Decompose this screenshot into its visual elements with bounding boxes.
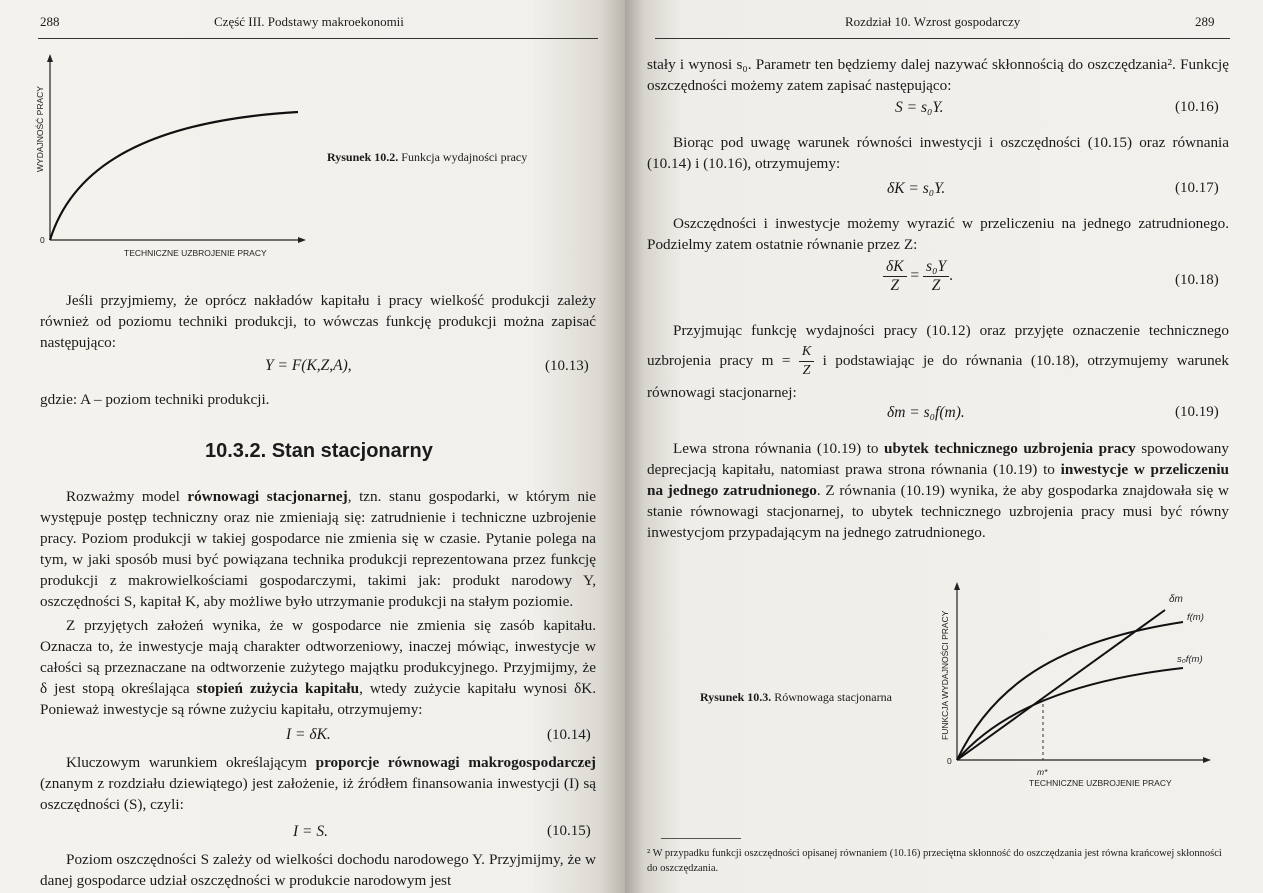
equation-10-16: S = s₀Y.: [895, 99, 944, 116]
left-page: [0, 0, 625, 893]
f-m-label: f(m): [1187, 612, 1204, 623]
m-star-label: m*: [1037, 767, 1048, 777]
paragraph: stały i wynosi s₀. Parametr ten będziemy dalej nazywać skłonnością do oszczędzania². Funkcję oszczędności możemy zatem zapisać następująco:: [647, 56, 1229, 94]
running-header-left: Część III. Podstawy makroekonomii: [214, 14, 404, 29]
caption-text: Równowaga stacjonarna: [774, 690, 892, 704]
paragraph: Rozważmy model równowagi stacjonarnej, tzn. stanu gospodarki, w którym nie występuje postęp techniczny oraz nie zmieniają się: zatrudnienie i techniczne uzbrojenie pracy. Poziom produkcji w takiej gospodarce nie zmienia się w czasie. Pytanie polega na tym, w jaki sposób musi być powiązana technika produkcji reprezentowana przez funkcję produkcji z makrowielkościami gospodarczymi, takimi jak: produkt narodowy Y, oszczędności S, kapitał K, aby możliwe było utrzymanie produkcji na stałym poziomie.: [40, 488, 596, 610]
figure-labor-productivity: [28, 52, 328, 267]
equation-10-18: $\frac{\delta K}{Z}$ = $\frac{\text{s₀Y}}{Z}$ .: [883, 258, 953, 295]
header-rule-left: [38, 38, 598, 39]
x-axis: [50, 237, 306, 243]
y-axis: [954, 582, 960, 760]
delta-m-label: δm: [1169, 594, 1183, 605]
paragraph: Jeśli przyjmiemy, że oprócz nakładów kapitału i pracy wielkość produkcji zależy również od poziomu techniki produkcji, to wówczas funkcję produkcji można zapisać następująco:: [40, 292, 596, 351]
caption-number: Rysunek 10.3.: [700, 690, 772, 704]
paragraph: Kluczowym warunkiem określającym proporcje równowagi makrogospodarczej (znanym z rozdziału dziewiątego) jest założenie, iż źródłem finansowania inwestycji (I) są oszczędności (S), czyli:: [40, 754, 596, 813]
equation-number: (10.18): [1175, 272, 1219, 288]
origin-label: 0: [947, 756, 952, 766]
footnote-rule: [661, 838, 741, 839]
equation-number: (10.19): [1175, 404, 1219, 420]
y-axis-label: WYDAJNOŚĆ PRACY: [35, 86, 45, 172]
delta-m-line: [957, 610, 1165, 760]
page-number-right: 289: [1195, 14, 1215, 29]
header-rule-right: [655, 38, 1230, 39]
s0-f-m-curve: [957, 668, 1183, 760]
figure-stationary-equilibrium: [925, 580, 1225, 795]
paragraph: Poziom oszczędności S zależy od wielkości dochodu narodowego Y. Przyjmijmy, że w danej gospodarce udział oszczędności w produkcie narodowym jest: [40, 851, 596, 889]
paragraph: Przyjmując funkcję wydajności pracy (10.12) oraz przyjęte oznaczenie technicznego uzbrojenia pracy m = $\frac{K}{Z}$ i podstawiając je do równania (10.18), otrzymujemy warunek równowagi stacjonarnej:: [647, 322, 1230, 401]
y-axis-label: FUNKCJA WYDAJNOŚCI PRACY: [940, 610, 950, 740]
equation-10-15: I = S.: [293, 823, 328, 840]
figure-caption-10-2: [327, 150, 527, 165]
paragraph: Z przyjętych założeń wynika, że w gospodarce nie zmienia się zasób kapitału. Oznacza to, że inwestycje mają charakter odtworzeniowy, inaczej mówiąc, inwestycje w całości są przeznaczane na odtworzenie zużytego majątku produkcyjnego. Przyjmijmy, że δ jest stopą określająca stopień zużycia kapitału, wtedy zużycie kapitału wynosi δK. Ponieważ inwestycje są równe zużyciu kapitału, otrzymujemy:: [40, 617, 596, 718]
equation-number: (10.15): [547, 823, 591, 839]
equation-number: (10.14): [547, 727, 591, 743]
paragraph: Lewa strona równania (10.19) to ubytek technicznego uzbrojenia pracy spowodowany deprecjacją kapitału, natomiast prawa strona równania (10.19) to inwestycje w przeliczeniu na jednego zatrudnionego. Z równania (10.19) wynika, że aby gospodarka znajdowała się w stanie równowagi stacjonarnej, to ubytek technicznego uzbrojenia pracy musi być równy inwestycjom przypadającym na jednego zatrudnionego.: [647, 440, 1230, 541]
equation-10-13: Y = F(K,Z,A),: [265, 357, 352, 374]
paragraph: Biorąc pod uwagę warunek równości inwestycji i oszczędności (10.15) oraz równania (10.14) i (10.16), otrzymujemy:: [647, 134, 1229, 172]
origin-label: 0: [40, 235, 45, 245]
equation-10-17: δK = s₀Y.: [887, 180, 946, 197]
y-axis: [47, 54, 53, 240]
x-axis-label: TECHNICZNE UZBROJENIE PRACY: [124, 248, 267, 258]
paragraph: gdzie: A – poziom techniki produkcji.: [40, 391, 270, 408]
page-number-left: 288: [40, 14, 60, 29]
caption-number: Rysunek 10.2.: [327, 150, 399, 164]
equation-10-19: δm = s₀f(m).: [887, 404, 965, 421]
equation-10-14: I = δK.: [286, 726, 331, 743]
figure-caption-10-3: [700, 690, 892, 705]
right-page: [625, 0, 1263, 893]
caption-text: Funkcja wydajności pracy: [401, 150, 528, 164]
x-axis-label: TECHNICZNE UZBROJENIE PRACY: [1029, 778, 1172, 788]
footnote: ² W przypadku funkcji oszczędności opisanej równaniem (10.16) przeciętna skłonność do oszczędzania jest równa krańcowej skłonności do oszczędzania.: [647, 848, 1222, 874]
s0-f-m-label: s₀f(m): [1177, 654, 1203, 665]
productivity-curve: [50, 112, 298, 240]
x-axis: [957, 757, 1211, 763]
equation-number: (10.13): [545, 358, 589, 374]
running-header-right: Rozdział 10. Wzrost gospodarczy: [845, 14, 1021, 29]
section-heading: 10.3.2. Stan stacjonarny: [205, 440, 433, 462]
equation-number: (10.16): [1175, 99, 1219, 115]
equation-number: (10.17): [1175, 180, 1219, 196]
paragraph: Oszczędności i inwestycje możemy wyrazić w przeliczeniu na jednego zatrudnionego. Podzielmy zatem ostatnie równanie przez Z:: [647, 215, 1229, 253]
